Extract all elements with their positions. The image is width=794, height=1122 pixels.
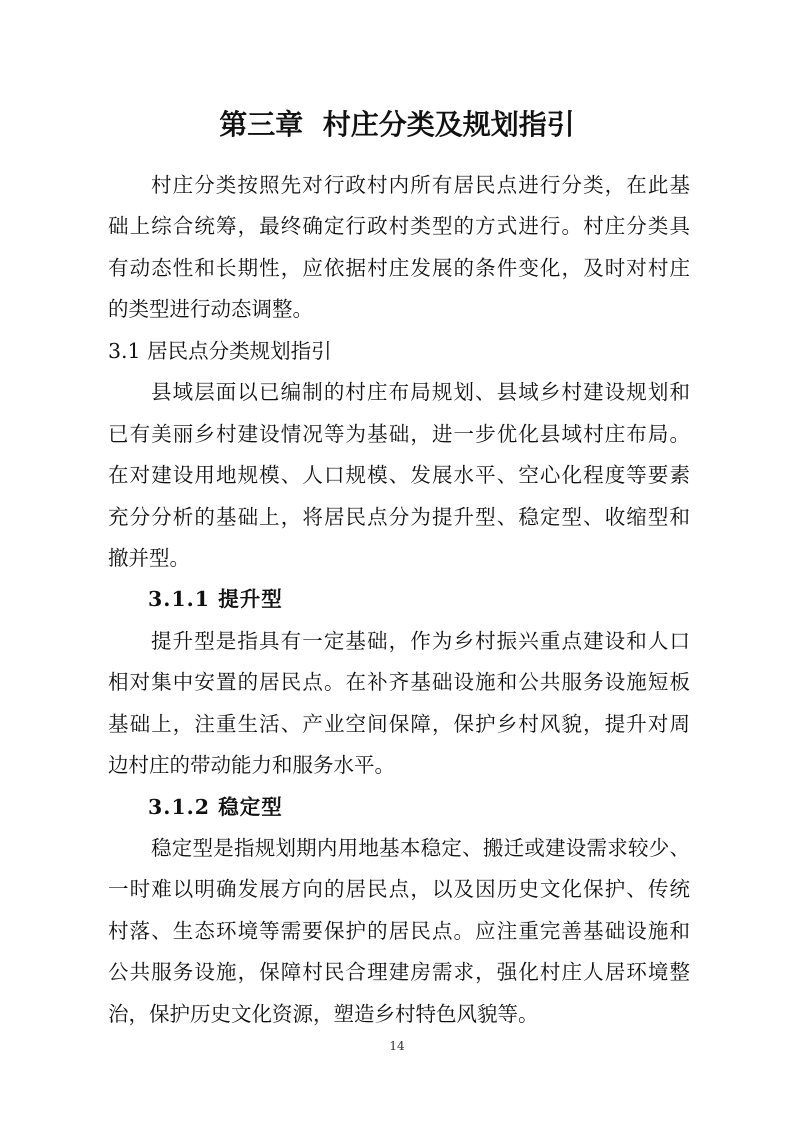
paragraph-line: 撤并型。 <box>108 545 190 570</box>
page-number: 14 <box>389 1039 405 1053</box>
intro-paragraph <box>108 165 690 331</box>
paragraph-line: 已有美丽乡村建设情况等为基础，进一步优化县域村庄布局。 <box>108 421 690 446</box>
paragraph-line: 村落、生态环境等需要保护的居民点。应注重完善基础设施和 <box>108 918 690 943</box>
paragraph-line: 础上综合统筹，最终确定行政村类型的方式进行。村庄分类具 <box>108 214 690 239</box>
paragraph-line: 基础上，注重生活、产业空间保障，保护乡村风貌，提升对周 <box>108 711 690 736</box>
paragraph-line: 稳定型是指规划期内用地基本稳定、搬迁或建设需求较少、 <box>151 836 690 860</box>
paragraph-line: 相对集中安置的居民点。在补齐基础设施和公共服务设施短板 <box>108 670 690 695</box>
section-heading-3-1: 3.1 居民点分类规划指引 <box>108 338 332 363</box>
paragraph-line: 的类型进行动态调整。 <box>108 297 313 322</box>
paragraph-line: 边村庄的带动能力和服务水平。 <box>108 753 395 778</box>
document-body <box>108 165 690 1035</box>
paragraph-line: 村庄分类按照先对行政村内所有居民点进行分类，在此基 <box>151 173 690 197</box>
paragraph-line: 在对建设用地规模、人口规模、发展水平、空心化程度等要素 <box>108 463 690 488</box>
paragraph-line: 提升型是指具有一定基础，作为乡村振兴重点建设和人口 <box>151 628 690 653</box>
paragraph-line: 公共服务设施，保障村民合理建房需求，强化村庄人居环境整 <box>108 960 690 985</box>
paragraph-line: 有动态性和长期性，应依据村庄发展的条件变化，及时对村庄 <box>108 255 690 280</box>
paragraph-line: 治，保护历史文化资源，塑造乡村特色风貌等。 <box>108 1001 539 1026</box>
section-heading-3-1-2: 3.1.2 稳定型 <box>148 794 283 819</box>
chapter-title: 第三章 村庄分类及规划指引 <box>219 108 575 141</box>
section-3-1-1-paragraph <box>108 621 690 787</box>
paragraph-line: 县域层面以已编制的村庄布局规划、县域乡村建设规划和 <box>151 380 690 405</box>
section-heading-3-1-1: 3.1.1 提升型 <box>148 587 283 612</box>
section-3-1-2-paragraph <box>108 828 690 1035</box>
paragraph-line: 一时难以明确发展方向的居民点，以及因历史文化保护、传统 <box>108 877 690 902</box>
paragraph-line: 充分分析的基础上，将居民点分为提升型、稳定型、收缩型和 <box>108 504 690 529</box>
section-3-1-paragraph <box>108 372 690 579</box>
